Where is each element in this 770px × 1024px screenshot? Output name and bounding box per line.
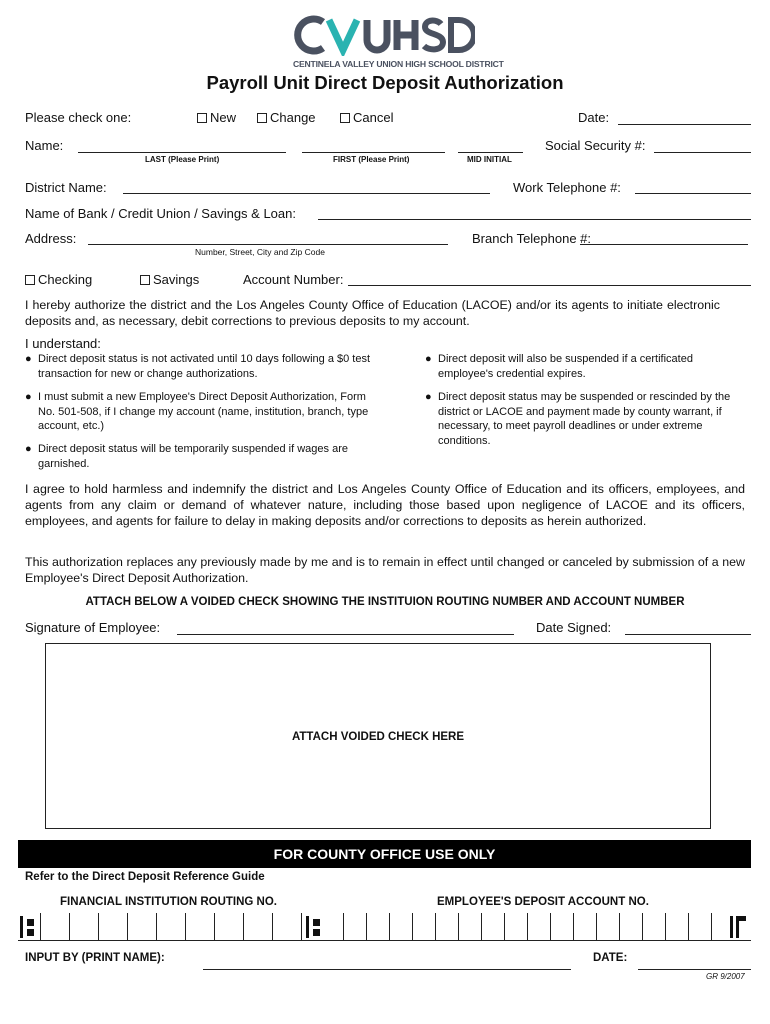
grid-cell <box>458 913 459 941</box>
option-checking-label: Checking <box>38 272 93 287</box>
bank-field[interactable] <box>318 219 751 220</box>
understand-label: I understand: <box>25 336 101 351</box>
date-label: Date: <box>578 110 610 125</box>
authorize-paragraph: I hereby authorize the district and the Los Angeles County Office of Education (LACOE) and/or its agents to initiate electronic deposits and, as necessary, debit corrections to previous deposits to my account. <box>25 298 720 328</box>
checkbox-savings[interactable] <box>140 275 150 285</box>
option-new-label: New <box>210 110 237 125</box>
district-label: District Name: <box>25 180 107 195</box>
indemnify-paragraph: I agree to hold harmless and indemnify the district and Los Angeles County Office of Education and its officers, employees, and agents from any claim or demand of whatever nature, including those based upon negligence of LACOE and its officers, employees, and agents for failure to delay in making deposits and/or corrections to deposits as herein authorized. <box>25 482 745 528</box>
bullet-icon: ● <box>425 391 432 403</box>
ssn-label: Social Security #: <box>545 138 646 153</box>
branch-phone-field[interactable] <box>580 244 748 245</box>
grid-cell <box>243 913 244 941</box>
checkbox-change[interactable] <box>257 113 267 123</box>
county-banner-text: FOR COUNTY OFFICE USE ONLY <box>273 846 496 862</box>
grid-cell <box>366 913 367 941</box>
check-one-label: Please check one: <box>25 110 132 125</box>
grid-cell <box>435 913 436 941</box>
county-date-field[interactable] <box>638 969 751 970</box>
work-phone-label: Work Telephone #: <box>513 180 621 195</box>
grid-cell <box>619 913 620 941</box>
grid-cell <box>573 913 574 941</box>
work-phone-field[interactable] <box>635 193 751 194</box>
grid-cell <box>156 913 157 941</box>
account-label: EMPLOYEE'S DEPOSIT ACCOUNT NO. <box>437 896 649 908</box>
option-savings-label: Savings <box>153 272 200 287</box>
district-logo <box>293 14 504 74</box>
grid-cell <box>527 913 528 941</box>
option-savings[interactable] <box>140 272 199 287</box>
signature-label: Signature of Employee: <box>25 620 161 635</box>
page-title: Payroll Unit Direct Deposit Authorization <box>206 72 564 93</box>
routing-start-symbol-icon <box>20 916 40 938</box>
branch-phone-label: Branch Telephone #: <box>472 231 592 246</box>
bullet-left-1 <box>25 352 390 381</box>
date-field[interactable] <box>618 124 751 125</box>
checkbox-checking[interactable] <box>25 275 35 285</box>
mid-initial-sublabel: MID INITIAL <box>467 155 512 164</box>
checkbox-cancel[interactable] <box>340 113 350 123</box>
grid-cell <box>504 913 505 941</box>
bullet-right-2 <box>425 390 735 448</box>
bullet-icon: ● <box>25 391 32 403</box>
date-signed-field[interactable] <box>625 634 751 635</box>
bullet-icon: ● <box>425 353 432 365</box>
first-name-sublabel: FIRST (Please Print) <box>333 155 410 164</box>
address-label: Address: <box>25 231 77 246</box>
refer-text: Refer to the Direct Deposit Reference Guide <box>25 871 265 883</box>
option-new[interactable] <box>197 110 236 125</box>
logo-subtitle: CENTINELA VALLEY UNION HIGH SCHOOL DISTRICT <box>293 59 504 69</box>
grid-cell <box>272 913 273 941</box>
grid-cell <box>596 913 597 941</box>
attach-box-label: ATTACH VOIDED CHECK HERE <box>291 731 465 743</box>
bullet-text: Direct deposit status will be temporarily suspended if wages are garnished. <box>38 443 348 470</box>
option-cancel-label: Cancel <box>353 110 394 125</box>
input-by-field[interactable] <box>203 969 571 970</box>
grid-cell <box>343 913 344 941</box>
grid-cell <box>185 913 186 941</box>
attach-heading: ATTACH BELOW A VOIDED CHECK SHOWING THE INSTITUION ROUTING NUMBER AND ACCOUNT NUMBER <box>85 596 685 608</box>
bullet-text: I must submit a new Employee's Direct Deposit Authorization, Form No. 501-508, if I change my account (name, institution, branch, type account, etc.) <box>38 391 369 432</box>
replaces-paragraph: This authorization replaces any previously made by me and is to remain in effect until changed or canceled by submission of a new Employee's Direct Deposit Authorization. <box>25 555 745 585</box>
grid-cell <box>481 913 482 941</box>
bullet-icon: ● <box>25 443 32 455</box>
routing-end-symbol-icon <box>306 916 326 938</box>
bullet-icon: ● <box>25 353 32 365</box>
logo-mark-icon <box>293 14 475 56</box>
grid-cell <box>412 913 413 941</box>
first-name-field[interactable] <box>302 152 445 153</box>
date-signed-label: Date Signed: <box>536 620 612 635</box>
grid-cell <box>214 913 215 941</box>
form-code: GR 9/2007 <box>706 972 745 981</box>
grid-cell <box>127 913 128 941</box>
bullet-right-1 <box>425 352 740 381</box>
checkbox-new[interactable] <box>197 113 207 123</box>
ssn-field[interactable] <box>654 152 751 153</box>
name-label: Name: <box>25 138 64 153</box>
county-date-label: DATE: <box>593 952 628 964</box>
grid-cell <box>688 913 689 941</box>
grid-cell <box>301 913 302 941</box>
option-cancel[interactable] <box>340 110 393 125</box>
grid-cell <box>40 913 41 941</box>
grid-cell <box>389 913 390 941</box>
account-number-label: Account Number: <box>243 272 344 287</box>
grid-cell <box>550 913 551 941</box>
bank-label: Name of Bank / Credit Union / Savings & Loan: <box>25 206 296 221</box>
bullet-left-3 <box>25 442 390 471</box>
district-field[interactable] <box>123 193 490 194</box>
grid-cell <box>98 913 99 941</box>
signature-field[interactable] <box>177 634 514 635</box>
input-by-label: INPUT BY (PRINT NAME): <box>25 952 165 964</box>
bullet-left-2 <box>25 390 380 434</box>
grid-cell <box>665 913 666 941</box>
grid-cell <box>642 913 643 941</box>
bullet-text: Direct deposit will also be suspended if a certificated employee's credential expires. <box>438 353 693 380</box>
last-name-sublabel: LAST (Please Print) <box>145 155 220 164</box>
grid-cell <box>711 913 712 941</box>
option-change[interactable] <box>257 110 316 125</box>
address-field[interactable] <box>88 244 448 245</box>
account-end-symbol-icon <box>730 916 750 938</box>
routing-label: FINANCIAL INSTITUTION ROUTING NO. <box>60 896 278 908</box>
last-name-field[interactable] <box>78 152 286 153</box>
grid-cell <box>69 913 70 941</box>
address-sublabel: Number, Street, City and Zip Code <box>195 247 325 257</box>
mid-initial-field[interactable] <box>458 152 523 153</box>
bullet-text: Direct deposit status is not activated until 10 days following a $0 test transaction for new or change authorizations. <box>38 353 371 380</box>
option-checking[interactable] <box>25 272 92 287</box>
logo-text <box>293 14 297 15</box>
account-number-field[interactable] <box>348 285 751 286</box>
bullet-text: Direct deposit status may be suspended or rescinded by the district or LACOE and payment made by county warrant, if necessary, to meet payroll deadlines or under extreme conditions. <box>438 391 731 447</box>
option-change-label: Change <box>270 110 316 125</box>
